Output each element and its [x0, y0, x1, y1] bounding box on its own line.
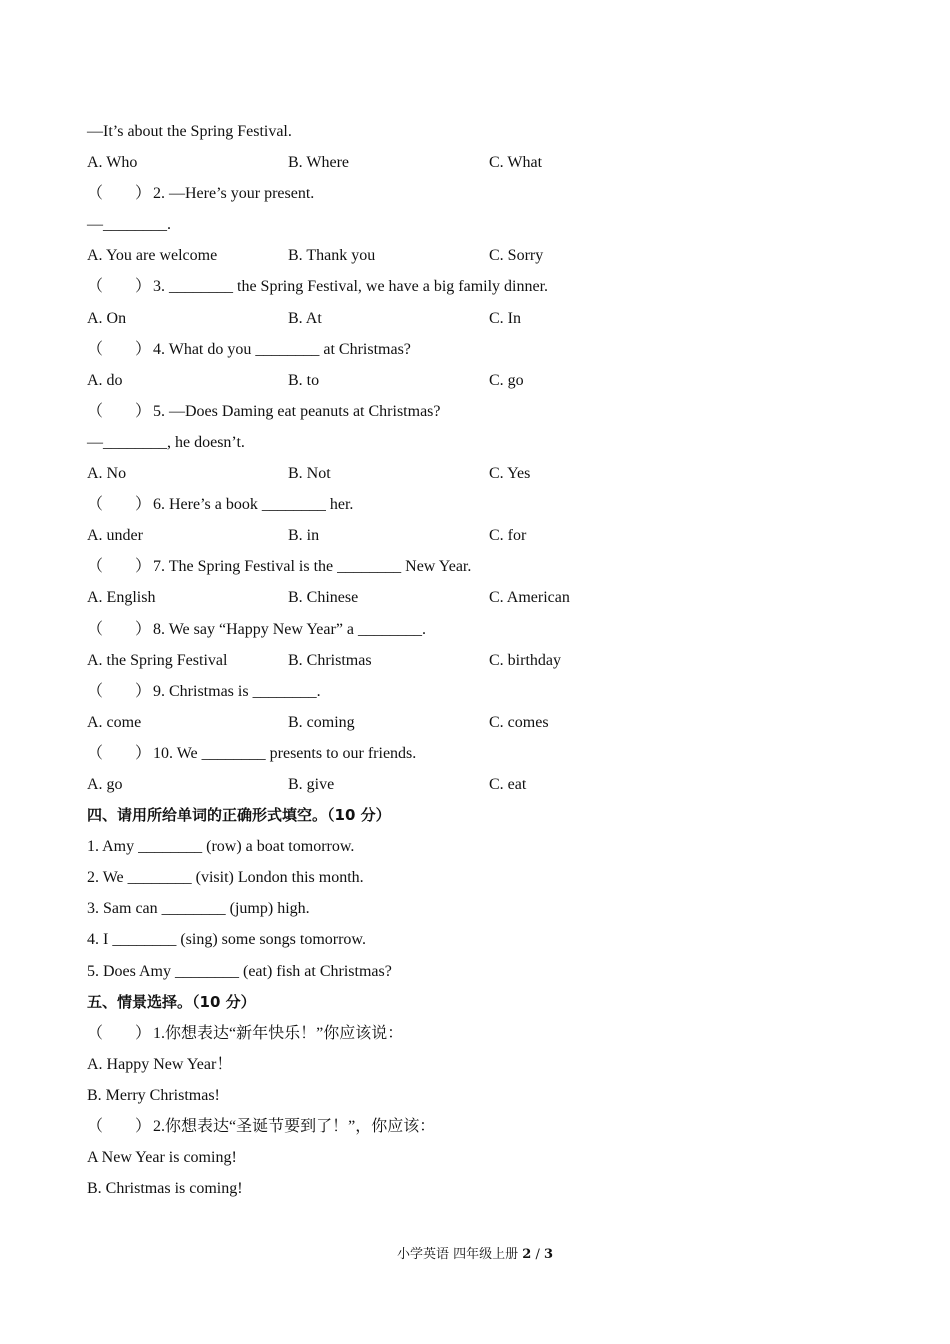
option-b: B. coming — [288, 713, 355, 731]
option-a: A. No — [87, 465, 127, 483]
option-b: B. At — [288, 309, 322, 327]
option-c: C. In — [489, 309, 521, 327]
question-stem: （ ） 2.你想表达“圣诞节要到了！”，你应该： — [87, 1111, 867, 1142]
option-b: B. Christmas — [288, 651, 372, 669]
option-a: A. You are welcome — [87, 247, 218, 265]
option-a: A. On — [87, 309, 127, 327]
question-stem: （ ） 6. Here’s a book ________ her. — [87, 489, 867, 520]
answer-bracket: （ ） — [87, 558, 152, 576]
section-four-title: 四、请用所给单词的正确形式填空。（10 分） — [87, 806, 391, 825]
option-c: C. What — [489, 154, 543, 172]
question-stem: （ ） 2. —Here’s your present. — [87, 178, 867, 209]
fill-blank-item: 2. We ________ (visit) London this month. — [87, 869, 364, 887]
option-b: B. to — [288, 371, 320, 389]
section-five-title: 五、情景选择。（10 分） — [87, 992, 256, 1011]
page-separator: / — [535, 1247, 540, 1262]
answer-bracket: （ ） — [87, 496, 152, 514]
question-options — [87, 303, 867, 334]
option-a: A. go — [87, 775, 123, 793]
option-b: B. Not — [288, 465, 331, 483]
page-total: 3 — [543, 1247, 554, 1262]
answer-bracket: （ ） — [87, 620, 152, 638]
question-reply: —________, he doesn’t. — [87, 433, 245, 451]
question-options — [87, 769, 867, 800]
answer-bracket: （ ） — [87, 185, 152, 203]
page-footer — [0, 1246, 950, 1264]
option-a: A. under — [87, 527, 143, 545]
question-options — [87, 707, 867, 738]
answer-bracket: （ ） — [87, 1118, 152, 1135]
question-stem: （ ） 3. ________ the Spring Festival, we have a big family dinner. — [87, 271, 867, 302]
answer-bracket: （ ） — [87, 682, 152, 700]
question-stem: （ ） 4. What do you ________ at Christmas? — [87, 334, 867, 365]
option-c: C. go — [489, 371, 524, 389]
question-stem: （ ） 10. We ________ presents to our friends. — [87, 738, 867, 769]
q1-answer-line: —It’s about the Spring Festival. — [87, 123, 292, 140]
option-b: B. Chinese — [288, 589, 359, 607]
answer-bracket: （ ） — [87, 1024, 152, 1042]
footer-label: 小学英语 四年级上册 — [396, 1247, 519, 1262]
answer-bracket: （ ） — [87, 278, 152, 296]
option-b: B. Thank you — [288, 247, 376, 265]
option-b: B. Merry Christmas! — [87, 1086, 220, 1104]
option-c: C. birthday — [489, 651, 561, 669]
option-a: A. English — [87, 589, 156, 607]
answer-bracket: （ ） — [87, 744, 152, 762]
question-stem: （ ） 7. The Spring Festival is the ________ New Year. — [87, 551, 867, 582]
question-options — [87, 240, 867, 271]
question-options — [87, 582, 867, 613]
fill-blank-item: 4. I ________ (sing) some songs tomorrow. — [87, 931, 366, 949]
option-a: A. do — [87, 371, 123, 389]
option-a: A. Who — [87, 154, 138, 172]
q1-options — [87, 147, 867, 178]
answer-bracket: （ ） — [87, 402, 152, 420]
option-c: C. Sorry — [489, 247, 544, 265]
question-reply: —________. — [87, 216, 171, 234]
question-options — [87, 520, 867, 551]
page-number: 2 — [522, 1247, 532, 1262]
fill-blank-item: 3. Sam can ________ (jump) high. — [87, 900, 310, 918]
question-stem: （ ） 5. —Does Daming eat peanuts at Christmas? — [87, 396, 867, 427]
question-options — [87, 645, 867, 676]
question-stem: （ ） 9. Christmas is ________. — [87, 676, 867, 707]
option-c: C. for — [489, 527, 527, 545]
option-b: B. give — [288, 775, 335, 793]
option-b: B. Christmas is coming! — [87, 1180, 243, 1198]
answer-bracket: （ ） — [87, 340, 152, 358]
option-b: B. in — [288, 527, 320, 545]
option-a: A New Year is coming! — [87, 1149, 237, 1167]
option-c: C. American — [489, 589, 570, 607]
page-content — [87, 116, 867, 1204]
option-a: A. come — [87, 713, 142, 731]
question-options — [87, 458, 867, 489]
fill-blank-item: 1. Amy ________ (row) a boat tomorrow. — [87, 838, 355, 856]
option-c: C. eat — [489, 775, 527, 793]
option-a: A. the Spring Festival — [87, 651, 228, 669]
option-b: B. Where — [288, 154, 350, 172]
question-stem: （ ） 8. We say “Happy New Year” a ________. — [87, 614, 867, 645]
question-options — [87, 365, 867, 396]
question-stem: （ ） 1.你想表达“新年快乐！”你应该说： — [87, 1018, 867, 1049]
option-a: A. Happy New Year！ — [87, 1055, 233, 1073]
option-c: C. comes — [489, 713, 549, 731]
fill-blank-item: 5. Does Amy ________ (eat) fish at Christmas? — [87, 962, 392, 980]
option-c: C. Yes — [489, 465, 531, 483]
